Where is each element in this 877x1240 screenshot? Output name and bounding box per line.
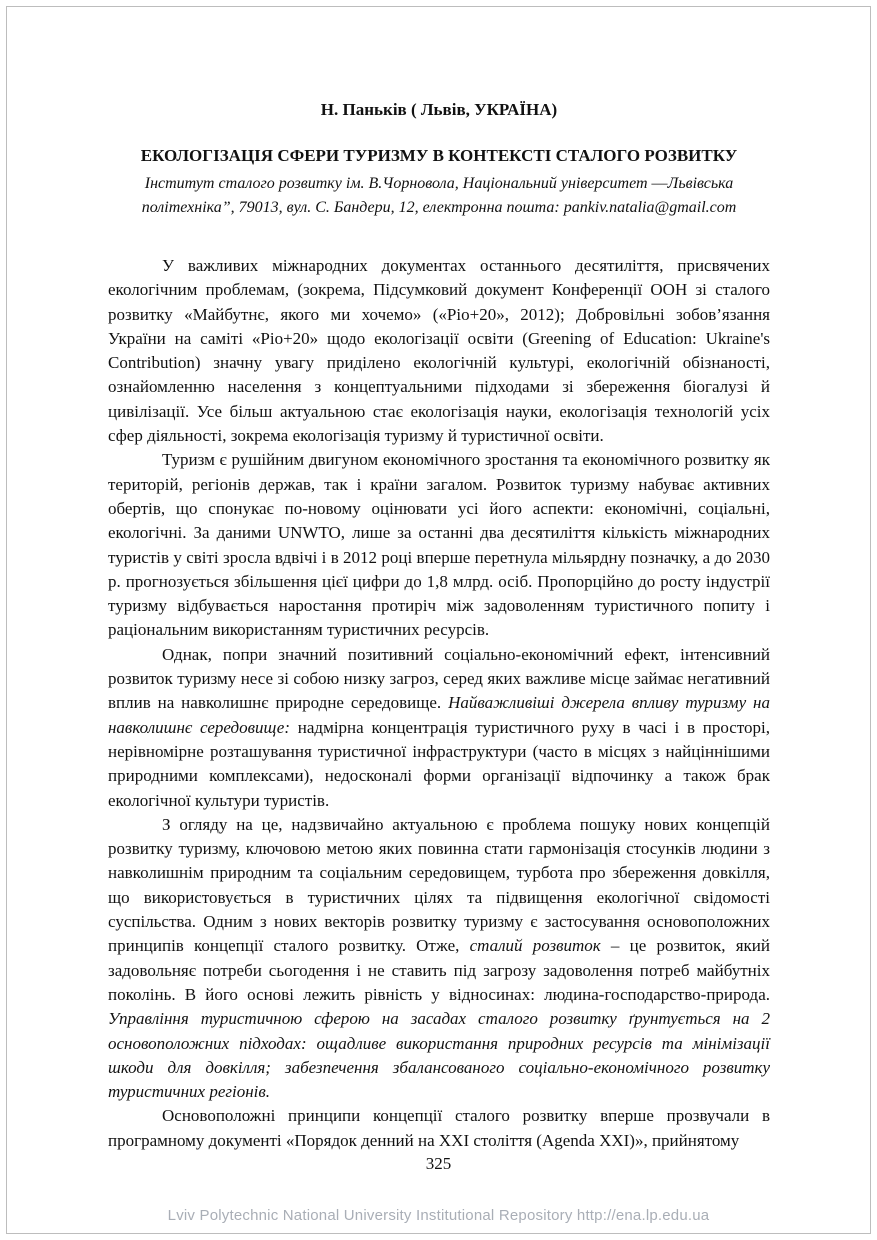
italic-text-run: Управління туристичною сферою на засадах сталого розвитку ґрунтується на 2 основоположних підходах: ощадливе використання природних ресурсів та мінімізації шкоди для довкілля; забезпечення збалансованого соціально-економічного розвитку туристичних регіонів. xyxy=(108,1009,770,1102)
author-line: Н. Паньків ( Львів, УКРАЇНА) xyxy=(320,100,558,119)
body-paragraph xyxy=(108,643,770,813)
affiliation-line: Інститут сталого розвитку ім. В.Чорновола, Національний університет ―Львівська політехніка”, 79013, вул. С. Бандери, 12, електронна пошта: pankiv.natalia@gmail.com xyxy=(141,175,737,216)
body-paragraph xyxy=(108,254,770,448)
text-run: Туризм є рушійним двигуном економічного зростання та економічного розвитку як територій, регіонів держав, так і країни загалом. Розвиток туризму набуває активних обертів, що спонукає по-новому оцінювати усі його аспекти: економічні, соціальні, екологічні. За даними UNWTO, лише за останні два десятиліття кількість міжнародних туристів у світі зросла вдвічі і в 2012 році вперше перетнула мільярдну позначку, а до 2030 р. прогнозується збільшення цієї цифри до 1,8 млрд. осіб. Пропорційно до росту індустрії туризму відбувається наростання протиріч між задоволенням туристичного попиту і раціональним використанням туристичних ресурсів. xyxy=(108,450,770,640)
text-run: Основоположні принципи концепції сталого розвитку вперше прозвучали в програмному документі «Порядок денний на ХХІ століття (Agenda XXI)», прийнятому xyxy=(108,1106,770,1150)
repository-footer: Lviv Polytechnic National University Institutional Repository http://ena.lp.edu.ua xyxy=(167,1207,710,1224)
body-paragraph xyxy=(108,1104,770,1153)
text-run: надмірна концентрація туристичного руху в часі і в просторі, нерівномірне розташування туристичної інфраструктури (часто в місцях з найціннішими природними комплексами), недосконалі форми організації відпочинку а також брак екологічної культури туристів. xyxy=(108,717,771,810)
text-run: У важливих міжнародних документах останнього десятиліття, присвячених екологічним проблемам, (зокрема, Підсумковий документ Конференції ООН зі сталого розвитку «Майбутнє, якого ми хочемо» («Ріо+20», 2012); Добровільні зобов’язання України на саміті «Ріо+20» щодо екологізації освіти (Greening of Education: Ukraine's Contribution) значну увагу приділено екологічній культурі, екологічній обізнаності, ознайомленню населення з концептуальними підходами зі збереження біогалузі й цивілізації. Усе більш актуальною стає екологізація науки, екологізація технологій усіх сфер діяльності, зокрема екологізація туризму й туристичної освіти. xyxy=(108,256,770,446)
body-paragraph xyxy=(108,813,770,1105)
paper-title: ЕКОЛОГІЗАЦІЯ СФЕРИ ТУРИЗМУ В КОНТЕКСТІ СТАЛОГО РОЗВИТКУ xyxy=(140,146,738,165)
italic-text-run: Найважливіші джерела впливу туризму на навколишнє середовище: xyxy=(108,693,770,737)
page-number: 325 xyxy=(425,1154,452,1173)
text-run: – це розвиток, який задовольняє потреби сьогодення і не ставить під загрозу задоволення потреб майбутніх поколінь. В його основі лежить рівність у відносинах: людина-господарство-природа. xyxy=(108,936,770,1004)
text-run: З огляду на це, надзвичайно актуальною є проблема пошуку нових концепцій розвитку туризму, ключовою метою яких повинна стати гармонізація стосунків людини з навколишнім природним та соціальним середовищем, турбота про збереження довкілля, що використовується в туристичних цілях та підвищення екологічної свідомості суспільства. Одним з нових векторів розвитку туризму є застосування основоположних принципів концепції сталого розвитку. Отже, xyxy=(108,814,770,956)
text-run: Однак, попри значний позитивний соціально-економічний ефект, інтенсивний розвиток туризму несе зі собою низку загроз, серед яких важливе місце займає негативний вплив на навколишнє природне середовище. xyxy=(108,644,770,713)
italic-text-run: сталий розвиток xyxy=(469,936,601,956)
body-text xyxy=(108,254,770,1153)
page-content xyxy=(108,100,770,1153)
body-paragraph xyxy=(108,448,770,642)
